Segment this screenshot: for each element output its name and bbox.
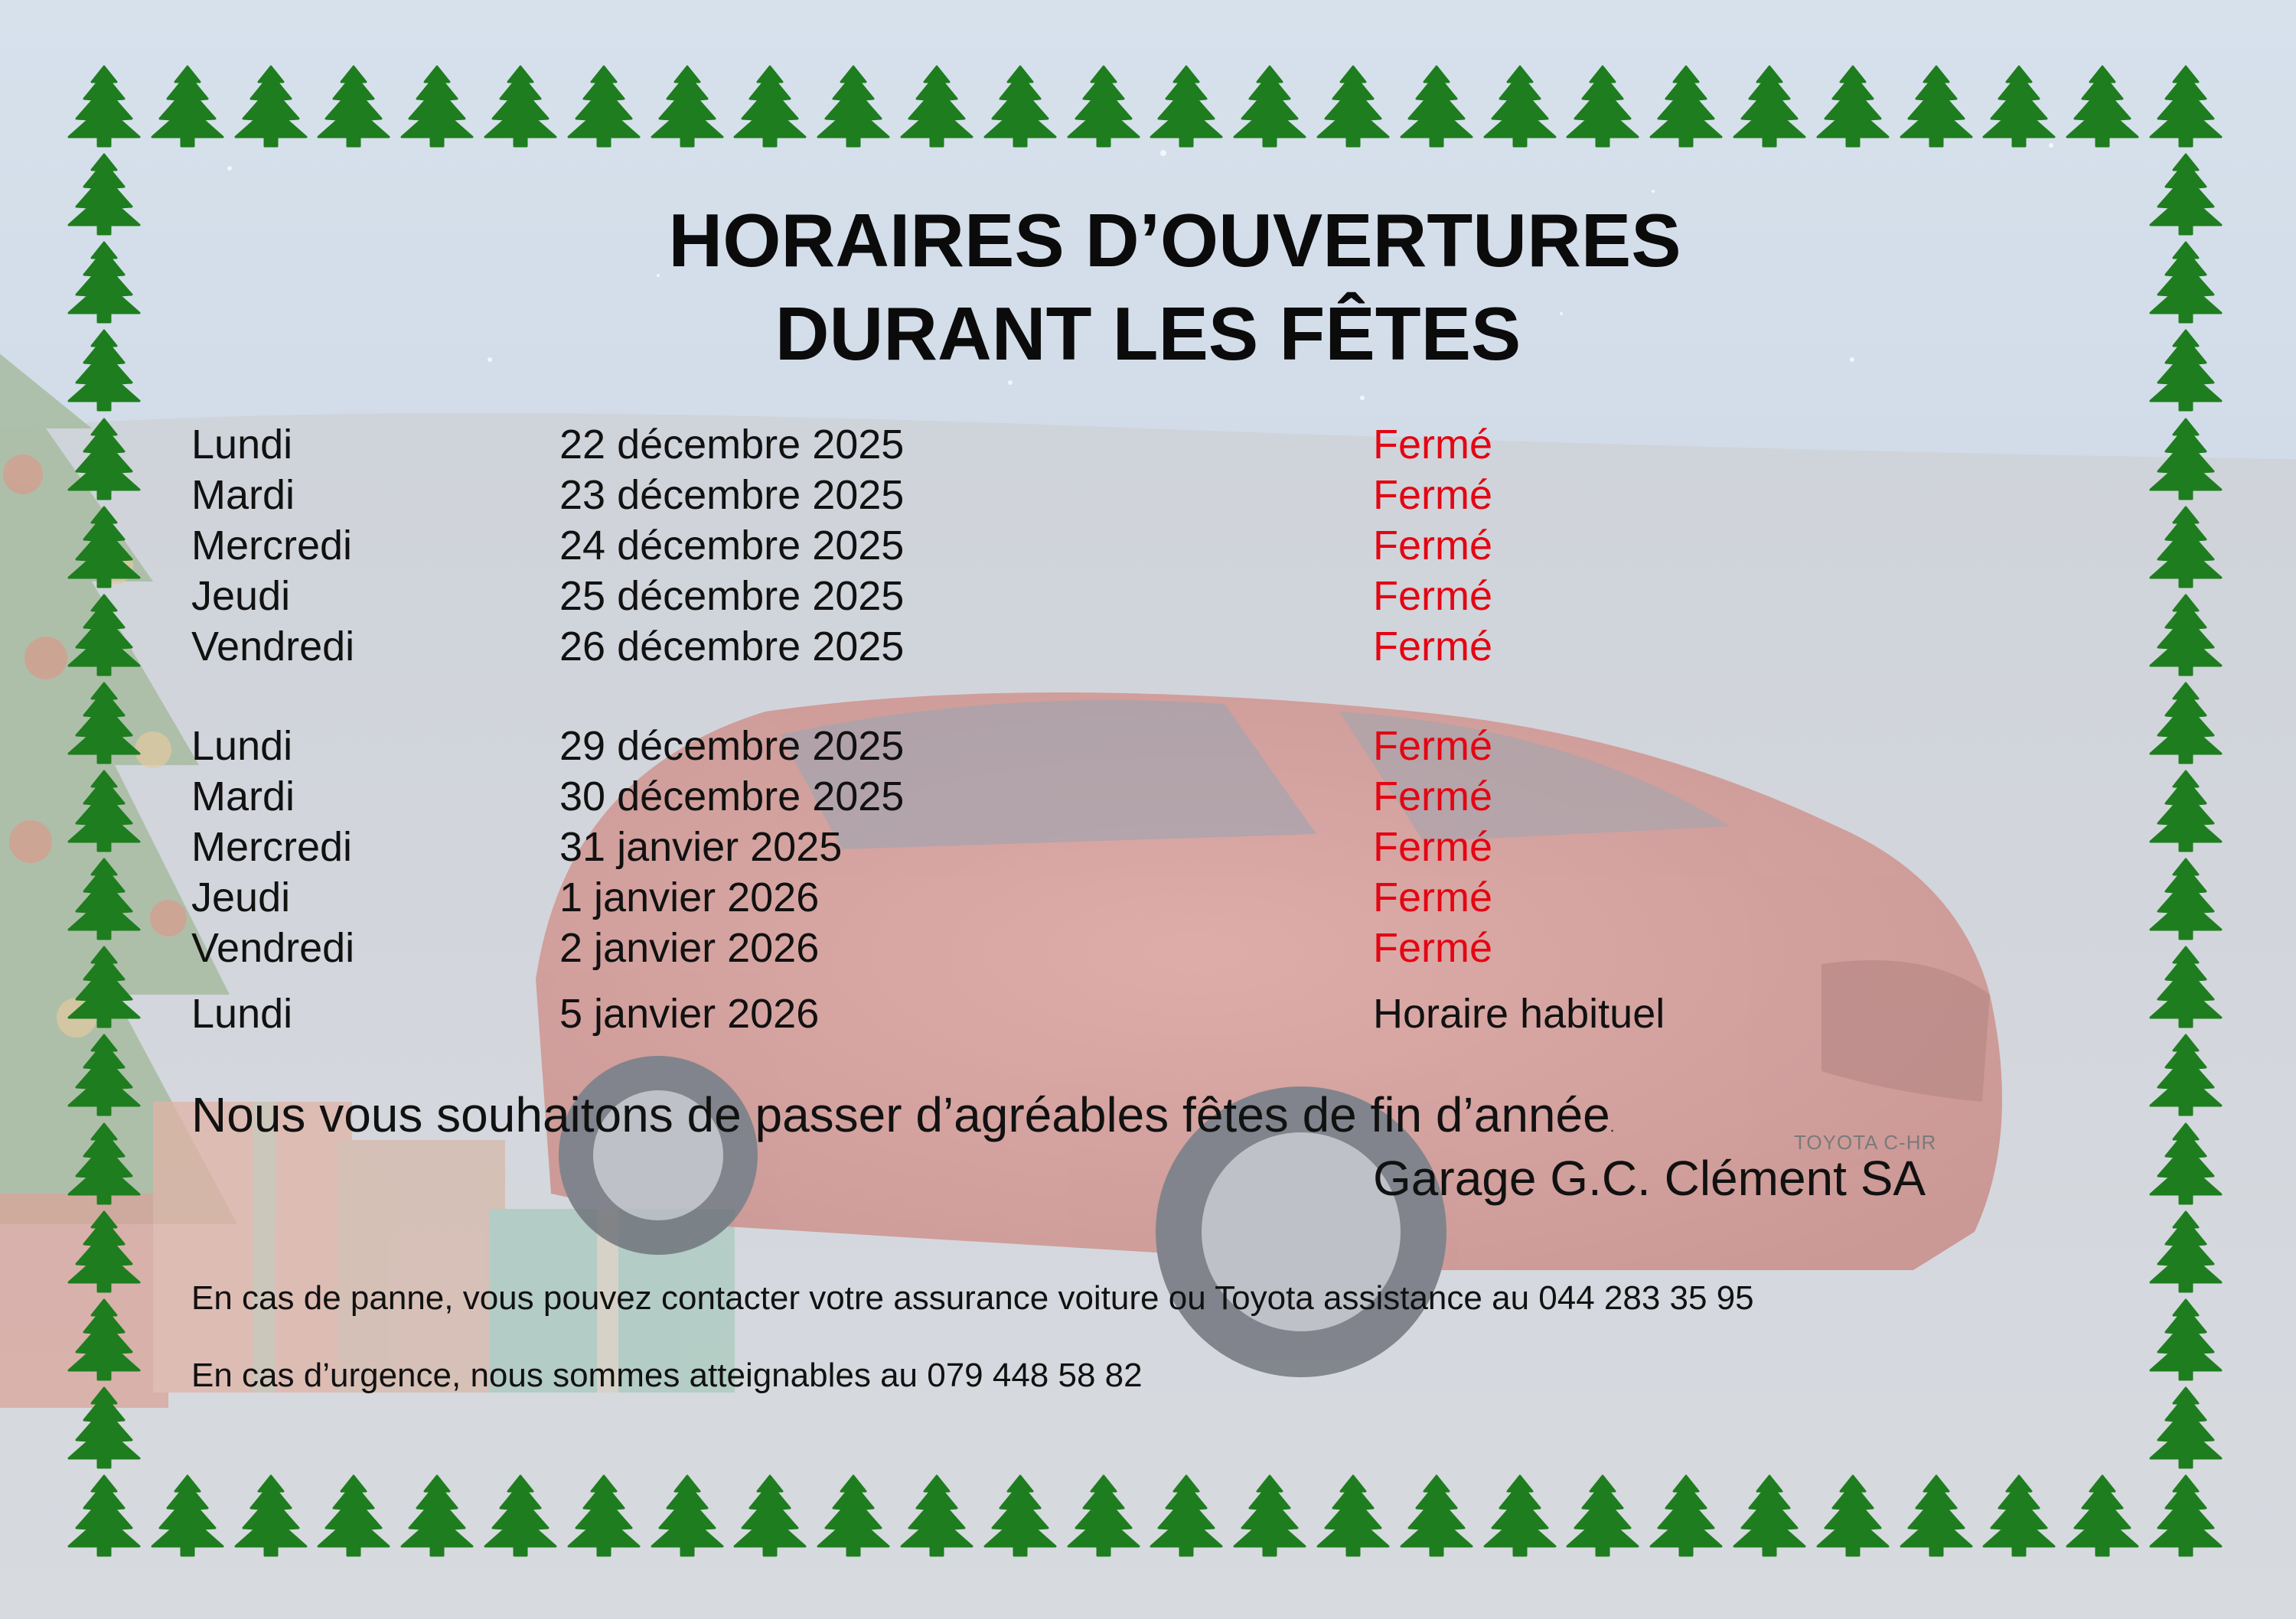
- christmas-tree-icon: [2148, 1032, 2224, 1116]
- car-model-badge: TOYOTA C-HR: [1794, 1131, 1937, 1154]
- holiday-wishes: [191, 1086, 1614, 1143]
- christmas-tree-icon: [1898, 1473, 1975, 1557]
- christmas-tree-icon: [2148, 680, 2224, 764]
- schedule-date: 25 décembre 2025: [559, 573, 905, 619]
- schedule-day: Lundi: [191, 991, 293, 1037]
- christmas-tree-icon: [2064, 64, 2141, 148]
- christmas-tree-icon: [66, 1121, 142, 1205]
- christmas-tree-icon: [482, 1473, 559, 1557]
- christmas-tree-icon: [1981, 1473, 2057, 1557]
- christmas-tree-icon: [1981, 64, 2057, 148]
- christmas-tree-icon: [2148, 1209, 2224, 1293]
- christmas-tree-icon: [982, 1473, 1058, 1557]
- christmas-tree-icon: [1564, 64, 1641, 148]
- christmas-tree-icon: [2148, 944, 2224, 1028]
- schedule-status: Fermé: [1373, 723, 1493, 769]
- christmas-tree-icon: [1482, 64, 1558, 148]
- christmas-tree-icon: [2148, 64, 2224, 148]
- wishes-punctuation: .: [1609, 1119, 1615, 1135]
- christmas-tree-icon: [1315, 64, 1391, 148]
- schedule-status: Fermé: [1373, 523, 1493, 568]
- christmas-tree-icon: [2064, 1473, 2141, 1557]
- schedule-date: 2 janvier 2026: [559, 925, 820, 971]
- schedule-day: Vendredi: [191, 925, 355, 971]
- schedule-day: Mercredi: [191, 824, 353, 870]
- christmas-tree-icon: [1148, 1473, 1225, 1557]
- christmas-tree-icon: [1731, 64, 1808, 148]
- signature: Garage G.C. Clément SA: [1373, 1151, 1926, 1206]
- page-title-line2: DURANT LES FÊTES: [775, 292, 1521, 376]
- schedule-day: Mardi: [191, 472, 295, 518]
- christmas-tree-icon: [815, 1473, 892, 1557]
- christmas-tree-icon: [66, 1385, 142, 1469]
- christmas-tree-icon: [2148, 1121, 2224, 1205]
- schedule-date: 24 décembre 2025: [559, 523, 905, 568]
- christmas-tree-icon: [1482, 1473, 1558, 1557]
- schedule-status: Fermé: [1373, 774, 1493, 819]
- schedule-row: [191, 419, 2105, 470]
- christmas-tree-icon: [1231, 64, 1308, 148]
- christmas-tree-icon: [1065, 1473, 1142, 1557]
- schedule-day: Mardi: [191, 774, 295, 819]
- christmas-tree-icon: [1564, 1473, 1641, 1557]
- schedule-date: 5 janvier 2026: [559, 991, 820, 1037]
- christmas-tree-icon: [66, 680, 142, 764]
- schedule-date: 31 janvier 2025: [559, 824, 843, 870]
- schedule-status: Fermé: [1373, 824, 1493, 870]
- christmas-tree-icon: [399, 1473, 475, 1557]
- christmas-tree-icon: [566, 1473, 642, 1557]
- christmas-tree-icon: [2148, 856, 2224, 940]
- schedule-row: [191, 872, 2105, 923]
- schedule-day: Jeudi: [191, 875, 291, 920]
- schedule-row: [191, 822, 2105, 872]
- christmas-tree-icon: [1898, 64, 1975, 148]
- christmas-tree-icon: [399, 64, 475, 148]
- christmas-tree-icon: [566, 64, 642, 148]
- christmas-tree-icon: [233, 64, 309, 148]
- christmas-tree-icon: [1231, 1473, 1308, 1557]
- schedule-date: 23 décembre 2025: [559, 472, 905, 518]
- christmas-tree-icon: [2148, 504, 2224, 588]
- schedule-row: [191, 721, 2105, 771]
- schedule-status-open: Horaire habituel: [1373, 991, 1665, 1037]
- christmas-tree-icon: [732, 1473, 808, 1557]
- schedule-status: Fermé: [1373, 875, 1493, 920]
- schedule-row-resume: [191, 989, 2105, 1039]
- christmas-tree-icon: [66, 944, 142, 1028]
- holiday-schedule: [191, 419, 2105, 1039]
- page-title-line1: HORAIRES D’OUVERTURES: [668, 198, 1681, 282]
- christmas-tree-icon: [1648, 64, 1724, 148]
- schedule-status: Fermé: [1373, 925, 1493, 971]
- christmas-tree-icon: [2148, 1385, 2224, 1469]
- christmas-tree-icon: [66, 1209, 142, 1293]
- christmas-tree-icon: [482, 64, 559, 148]
- christmas-tree-icon: [1065, 64, 1142, 148]
- christmas-tree-icon: [899, 64, 975, 148]
- schedule-day: Jeudi: [191, 573, 291, 619]
- christmas-tree-icon: [2148, 768, 2224, 852]
- christmas-tree-icon: [66, 768, 142, 852]
- christmas-tree-icon: [233, 1473, 309, 1557]
- schedule-row: [191, 621, 2105, 672]
- christmas-tree-icon: [1148, 64, 1225, 148]
- christmas-tree-icon: [66, 1473, 142, 1557]
- christmas-tree-icon: [649, 1473, 726, 1557]
- wishes-text: Nous vous souhaitons de passer d’agréables fêtes de fin d’année: [191, 1087, 1610, 1142]
- christmas-tree-icon: [66, 504, 142, 588]
- christmas-tree-icon: [815, 64, 892, 148]
- schedule-date: 26 décembre 2025: [559, 624, 905, 669]
- christmas-tree-icon: [1648, 1473, 1724, 1557]
- christmas-tree-icon: [2148, 1297, 2224, 1381]
- christmas-tree-icon: [899, 1473, 975, 1557]
- schedule-day: Vendredi: [191, 624, 355, 669]
- christmas-tree-icon: [315, 64, 392, 148]
- christmas-tree-icon: [66, 416, 142, 500]
- christmas-tree-icon: [649, 64, 726, 148]
- christmas-tree-icon: [1731, 1473, 1808, 1557]
- christmas-tree-icon: [1398, 64, 1475, 148]
- christmas-tree-icon: [66, 856, 142, 940]
- schedule-date: 22 décembre 2025: [559, 422, 905, 467]
- christmas-tree-icon: [66, 1032, 142, 1116]
- schedule-row: [191, 470, 2105, 520]
- christmas-tree-icon: [66, 1297, 142, 1381]
- christmas-tree-icon: [149, 1473, 226, 1557]
- christmas-tree-icon: [1398, 1473, 1475, 1557]
- christmas-tree-icon: [1815, 1473, 1891, 1557]
- schedule-date: 1 janvier 2026: [559, 875, 820, 920]
- emergency-note: En cas d’urgence, nous sommes atteignables au 079 448 58 82: [191, 1357, 1143, 1394]
- schedule-date: 30 décembre 2025: [559, 774, 905, 819]
- breakdown-note: En cas de panne, vous pouvez contacter votre assurance voiture ou Toyota assistance au 044 283 35 95: [191, 1279, 1754, 1317]
- schedule-row: [191, 771, 2105, 822]
- schedule-day: Mercredi: [191, 523, 353, 568]
- schedule-status: Fermé: [1373, 573, 1493, 619]
- schedule-status: Fermé: [1373, 472, 1493, 518]
- christmas-tree-icon: [66, 592, 142, 676]
- christmas-tree-icon: [732, 64, 808, 148]
- schedule-status: Fermé: [1373, 624, 1493, 669]
- christmas-tree-icon: [66, 64, 142, 148]
- schedule-day: Lundi: [191, 422, 293, 467]
- christmas-tree-icon: [2148, 1473, 2224, 1557]
- schedule-date: 29 décembre 2025: [559, 723, 905, 769]
- christmas-tree-icon: [149, 64, 226, 148]
- christmas-tree-icon: [1815, 64, 1891, 148]
- christmas-tree-icon: [2148, 416, 2224, 500]
- christmas-tree-icon: [2148, 592, 2224, 676]
- christmas-tree-icon: [315, 1473, 392, 1557]
- schedule-row: [191, 923, 2105, 973]
- schedule-row: [191, 520, 2105, 571]
- schedule-row: [191, 571, 2105, 621]
- schedule-day: Lundi: [191, 723, 293, 769]
- christmas-tree-icon: [982, 64, 1058, 148]
- christmas-tree-icon: [1315, 1473, 1391, 1557]
- schedule-status: Fermé: [1373, 422, 1493, 467]
